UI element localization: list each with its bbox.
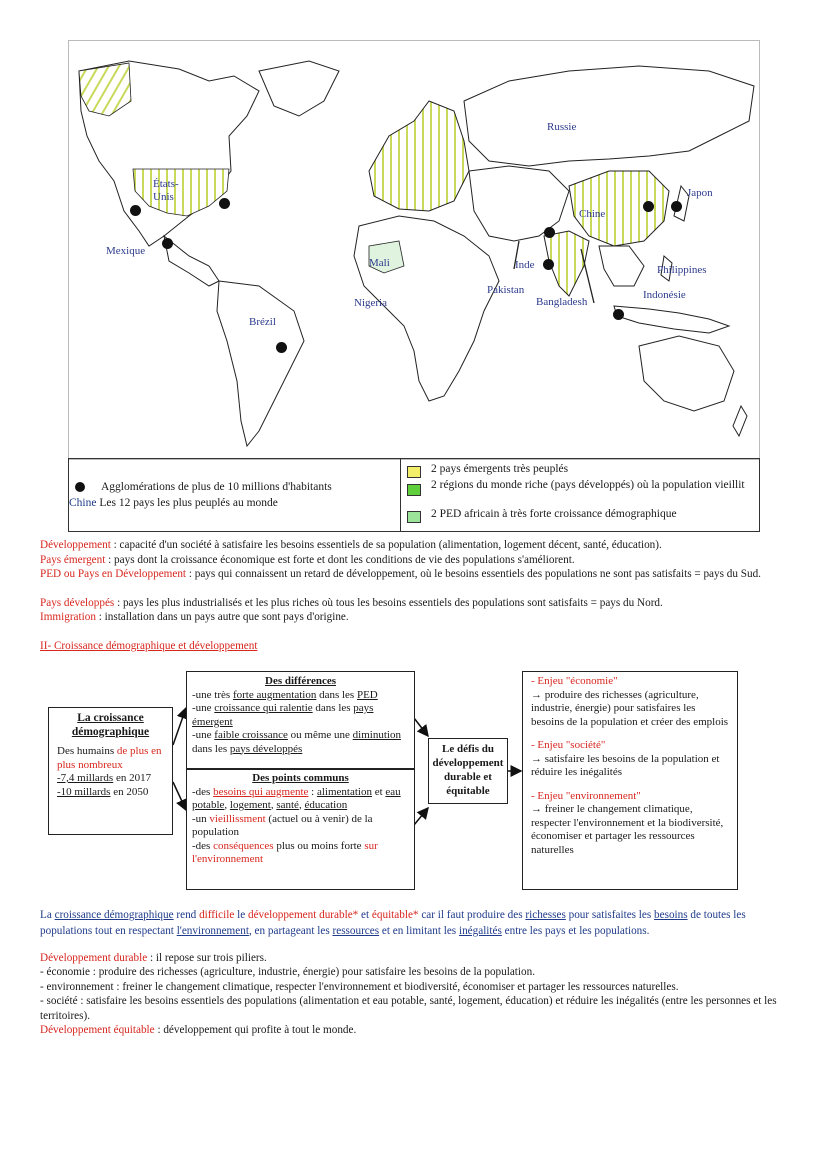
text-underlined: -7,4 millards [57, 772, 114, 784]
enjeu-societe-text: → satisfaire les besoins de la population et réduire les inégalités [531, 752, 720, 778]
text: -une [192, 702, 215, 714]
text: plus ou moins forte [273, 839, 365, 852]
legend-light-green-box [407, 511, 421, 523]
text-red: sur l'environnement [192, 839, 378, 865]
text-underlined: santé [276, 799, 299, 811]
box-croissance-line1 [57, 745, 164, 772]
developpement-equitable [40, 1023, 790, 1038]
legend-item2: 2 régions du monde riche (pays développés) où la population vieillit [431, 479, 745, 491]
europe [369, 101, 469, 211]
legend-agglo: Agglomérations de plus de 10 millions d'habitants [101, 481, 332, 493]
world-map [68, 40, 760, 460]
box-croissance-line2 [57, 772, 164, 786]
text: développement durable* [247, 909, 359, 921]
box-differences-title: Des différences [265, 675, 336, 687]
definition-immigration [40, 610, 790, 625]
label-pakistan: Pakistan [487, 284, 525, 296]
text: (actuel ou à venir) de la population [192, 812, 373, 838]
enjeu-economie-text: → produire des richesses (agriculture, industrie, énergie) pour satisfaires les besoins de la population et créer des emplois [531, 688, 729, 728]
south-america [217, 281, 304, 446]
definition-ped [40, 567, 790, 582]
durable-economie: - économie : produire des richesses (agriculture, industrie, énergie) pour satisfaire les besoins de la population. [40, 966, 535, 978]
arrow-to-differences [173, 708, 186, 745]
text: difficile [199, 909, 235, 921]
bangladesh-pointer [581, 249, 594, 303]
label-japon: Japon [687, 187, 713, 199]
diff-line2 [192, 702, 409, 729]
text: dans les [312, 702, 354, 714]
enjeu-societe-title: - Enjeu "société" [531, 739, 606, 751]
agglo-dot [162, 238, 173, 249]
text: , [224, 799, 230, 811]
box-points-communs [186, 769, 415, 890]
enjeu-economie-title: - Enjeu "économie" [531, 675, 618, 687]
legend-chine-text: Les 12 pays les plus peuplés au monde [96, 497, 278, 509]
text: dans les [192, 742, 230, 755]
durable-intro [40, 951, 790, 966]
agglo-dot [276, 342, 287, 353]
durable-societe: - société : satisfaire les besoins essentiels des populations (alimentation et eau potable, santé, logement, éducation) et réduire les inégalités (entre les personnes et les territoires). [40, 995, 777, 1022]
text-underlined: pays développés [229, 742, 303, 755]
def-term: Pays développés [40, 597, 115, 609]
def-text: : pays qui connaissent un retard de développement, où le besoins essentiels des populations ne sont pas satisfaits = pays du Sud. [186, 568, 761, 580]
label-russie: Russie [547, 121, 577, 133]
text: croissance démographique [54, 909, 174, 921]
text: ressources [332, 924, 380, 937]
legend-chine-prefix: Chine [69, 497, 97, 509]
legend-item1: 2 pays émergents très peuplés [431, 463, 569, 475]
agglo-dot [671, 201, 682, 212]
arrow-to-common [173, 782, 186, 810]
text: -une très [192, 688, 233, 701]
label-bangladesh: Bangladesh [536, 296, 588, 308]
durable-environnement: - environnement : freiner le changement climatique, respecter l'environnement et biodiversité, économiser et partager les ressources naturelles. [40, 981, 679, 993]
agglo-dot [613, 309, 624, 320]
label-mali: Mali [369, 257, 390, 269]
def-text: : pays les plus industrialisés et les plus riches où tous les besoins essentiels des populations sont satisfaits = pays du Nord. [114, 597, 663, 609]
label-nigeria: Nigeria [354, 297, 387, 309]
text: pour satisfaites les [565, 909, 655, 921]
box-differences [186, 671, 415, 769]
text: et [358, 909, 372, 921]
text-underlined: pays émergent [192, 702, 374, 728]
new-zealand [733, 406, 747, 436]
text: et [371, 785, 386, 798]
text-underlined: diminution [352, 729, 401, 741]
agglo-dot [544, 227, 555, 238]
label-inde: Inde [515, 259, 535, 271]
section-title: II- Croissance démographique et développement [40, 640, 258, 652]
text-red: de plus en plus nombreux [57, 745, 162, 771]
text: rend [173, 909, 200, 921]
box-defis [428, 738, 508, 804]
enjeu-environnement-text: → freiner le changement climatique, respecter l'environnement et la biodiversité, économiser et partager les ressources naturelles [531, 803, 724, 856]
text: richesses [525, 909, 566, 921]
label-philippines: Philippines [657, 264, 707, 276]
text-underlined: forte augmentation [232, 688, 317, 701]
text: entre les pays et les populations. [501, 924, 650, 937]
label-etats-unis: États- Unis [153, 178, 179, 203]
definition-pays-developpes [40, 596, 790, 611]
text: en 2017 [113, 772, 152, 784]
text-underlined: -10 millards [57, 785, 111, 798]
australia [639, 336, 734, 411]
equitable-term: Développement équitable [40, 1024, 155, 1036]
text: de toutes les populations tout en respectant [40, 909, 746, 937]
text-underlined: logement [229, 799, 271, 811]
def-term: Développement [40, 539, 111, 551]
text: en 2050 [110, 785, 149, 798]
box-enjeux [522, 671, 738, 890]
text: : il repose sur trois piliers. [147, 952, 267, 964]
agglo-dot [130, 205, 141, 216]
text: l'environnement [176, 924, 249, 937]
box-croissance-title: La croissance démographique [71, 712, 150, 738]
legend-left [69, 459, 401, 531]
legend-chine-line [69, 497, 278, 509]
text: -un [192, 812, 210, 825]
text-underlined: éducation [304, 799, 348, 811]
box-points-communs-title: Des points communs [252, 772, 349, 784]
text: -une [192, 729, 215, 741]
text: inégalités [458, 924, 502, 937]
common-line2 [192, 813, 409, 840]
agglo-dot [643, 201, 654, 212]
text: La [40, 909, 55, 921]
text-red: conséquences [213, 839, 274, 852]
box-defis-text: Le défis du développement durable et équitable [432, 743, 504, 797]
definition-developpement [40, 538, 790, 553]
text: et en limitant les [379, 924, 459, 937]
text: , en partageant les [248, 924, 333, 937]
legend-item3: 2 PED africain à très forte croissance démographique [431, 508, 677, 520]
def-term: Pays émergent [40, 554, 106, 566]
text: -des [192, 839, 214, 852]
durable-term: Développement durable [40, 952, 148, 964]
def-text: : installation dans un pays autre que sont pays d'origine. [95, 611, 349, 623]
common-line3 [192, 840, 409, 867]
text-underlined: PED [356, 688, 378, 701]
se-asia [599, 246, 644, 286]
text: dans les [316, 688, 357, 701]
text: car il faut produire des [418, 909, 526, 921]
legend-green-box [407, 484, 421, 496]
arrow-diff-to-center [414, 718, 428, 736]
text-underlined: croissance qui ralentie [214, 702, 313, 714]
text: : développement qui profite à tout le monde. [154, 1024, 357, 1036]
box-croissance-line3 [57, 786, 164, 800]
label-bresil: Brézil [249, 316, 276, 328]
def-term: Immigration [40, 611, 96, 623]
agglo-legend-dot [75, 482, 85, 492]
definition-pays-emergent [40, 553, 790, 568]
text: Des humains [57, 745, 117, 757]
label-chine: Chine [579, 208, 606, 220]
text: ou même une [287, 729, 353, 741]
legend-yellow-box [407, 466, 421, 478]
map-legend [68, 458, 760, 532]
text-red: besoins qui augmente [213, 785, 309, 798]
text-red: vieillissment [209, 812, 266, 825]
def-text: : pays dont la croissance économique est forte et dont les conditions de vie des populations s'améliorent. [105, 554, 575, 566]
text: besoins [654, 909, 688, 921]
agglo-dot [219, 198, 230, 209]
text: le [234, 909, 248, 921]
label-mexique: Mexique [106, 245, 146, 257]
common-line1 [192, 786, 409, 813]
def-text: : capacité d'un société à satisfaire les besoins essentiels de sa population (alimentation, logement décent, santé, éducation). [110, 539, 662, 551]
text-underlined: eau potable [192, 785, 401, 811]
russia [464, 66, 754, 166]
diff-line1 [192, 689, 409, 703]
greenland [259, 61, 339, 116]
text: équitable* [371, 909, 419, 921]
paragraph-croissance [40, 908, 790, 939]
text: -des [192, 785, 214, 798]
arrow-common-to-center [414, 808, 428, 825]
map-drawing [69, 41, 759, 459]
indonesia [614, 306, 729, 333]
text: : [308, 785, 317, 798]
enjeu-environnement-title: - Enjeu "environnement" [531, 789, 641, 802]
label-indonesie: Indonésie [643, 289, 686, 301]
box-croissance [48, 707, 173, 835]
text-underlined: alimentation [316, 785, 372, 798]
diff-line3 [192, 729, 409, 756]
text: , [270, 799, 277, 811]
text: , [298, 799, 305, 811]
def-term: PED ou Pays en Développement [40, 568, 187, 580]
text-underlined: faible croissance [214, 729, 288, 741]
agglo-dot [543, 259, 554, 270]
